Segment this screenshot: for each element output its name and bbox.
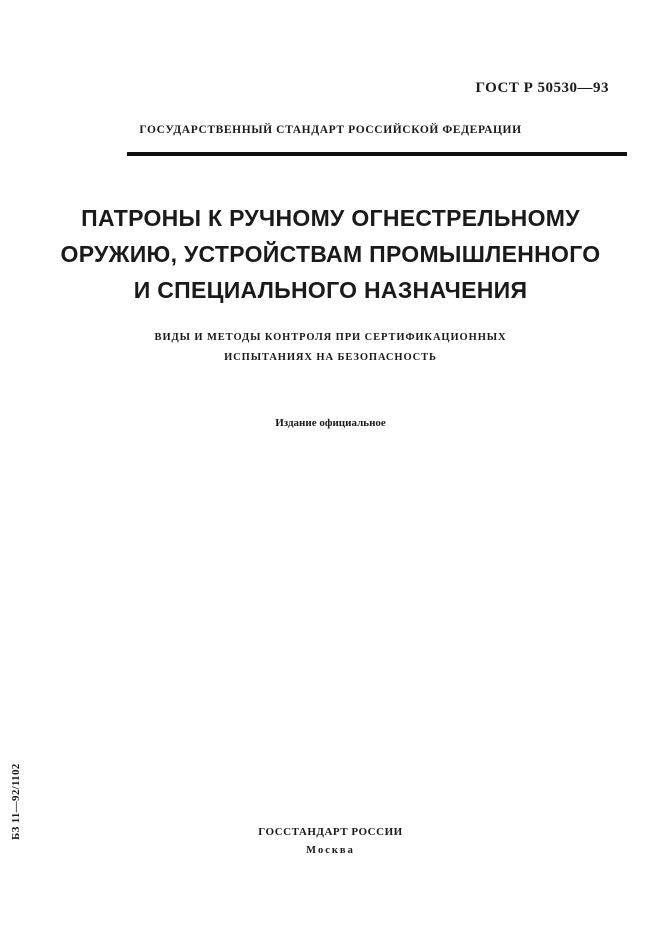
title-line: ПАТРОНЫ К РУЧНОМУ ОГНЕСТРЕЛЬНОМУ bbox=[81, 205, 580, 231]
standard-header: ГОСУДАРСТВЕННЫЙ СТАНДАРТ РОССИЙСКОЙ ФЕДЕРАЦИИ bbox=[139, 124, 522, 136]
document-subtitle bbox=[0, 328, 661, 368]
title-line: ОРУЖИЮ, УСТРОЙСТВАМ ПРОМЫШЛЕННОГО bbox=[60, 241, 601, 267]
document-title bbox=[0, 200, 661, 308]
gost-number: ГОСТ Р 50530—93 bbox=[475, 80, 609, 96]
publisher: ГОССТАНДАРТ РОССИИ bbox=[258, 826, 403, 838]
subtitle-line: ВИДЫ И МЕТОДЫ КОНТРОЛЯ ПРИ СЕРТИФИКАЦИОННЫХ bbox=[154, 332, 507, 343]
header-divider bbox=[127, 152, 627, 156]
subtitle-line: ИСПЫТАНИЯХ НА БЕЗОПАСНОСТЬ bbox=[224, 352, 437, 363]
publication-city: Москва bbox=[306, 845, 355, 856]
title-line: И СПЕЦИАЛЬНОГО НАЗНАЧЕНИЯ bbox=[133, 277, 528, 303]
edition-note: Издание официальное bbox=[275, 417, 386, 429]
side-code: БЗ 11—92/1102 bbox=[10, 763, 22, 840]
